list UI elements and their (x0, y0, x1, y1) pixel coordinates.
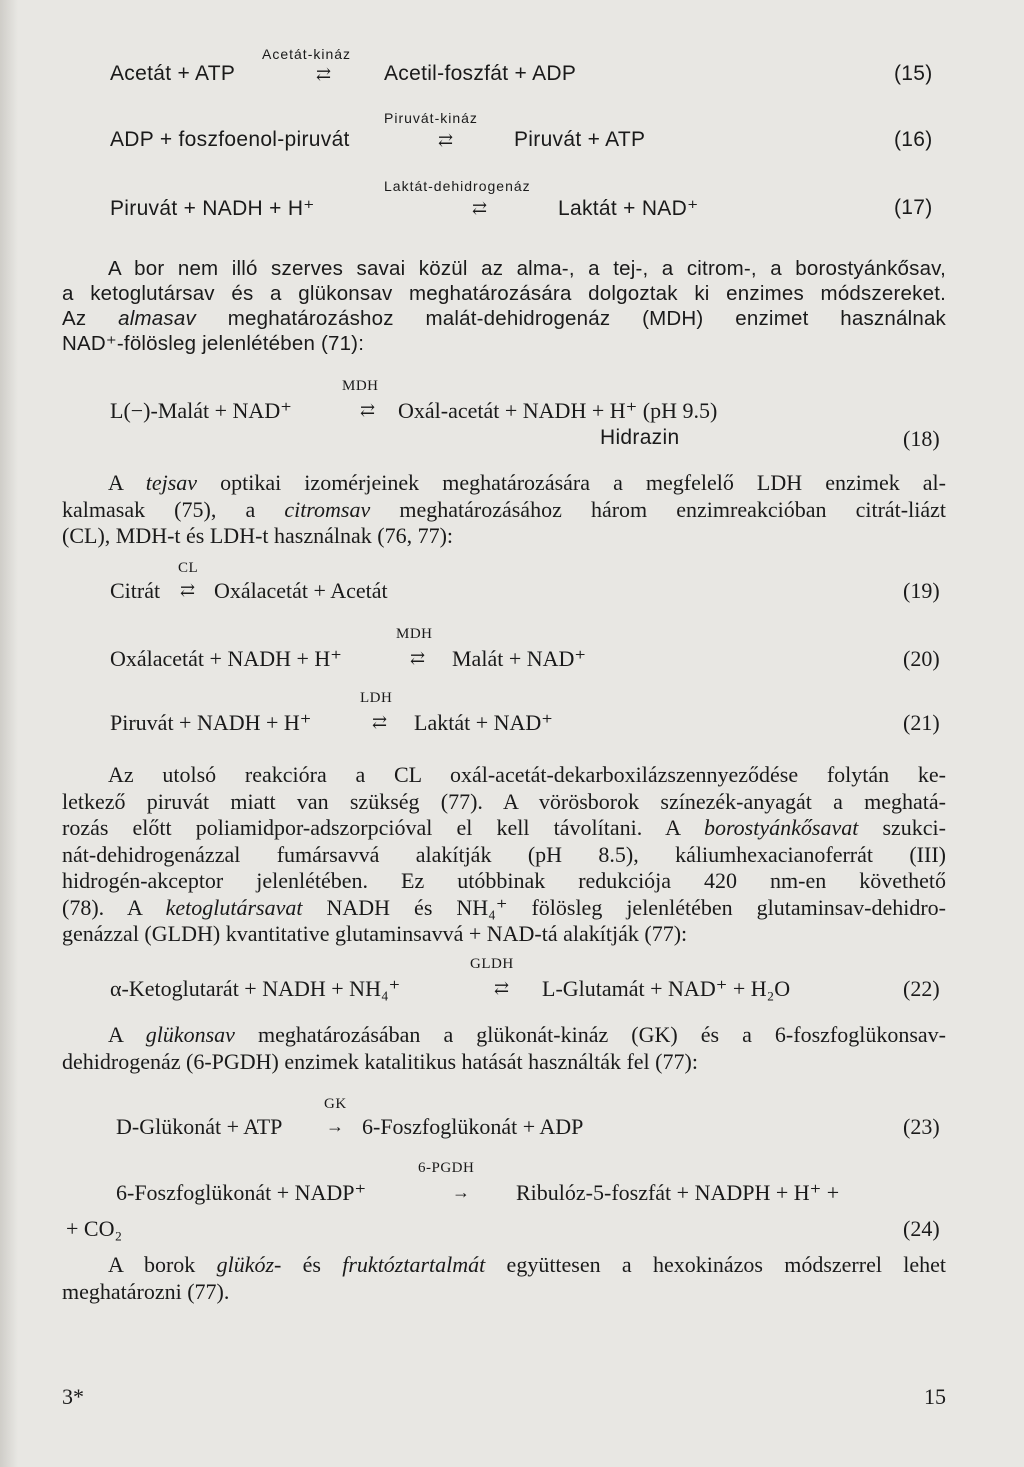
paragraph-organic-acids (62, 256, 946, 356)
equilibrium-arrow-icon: ⇄ (372, 712, 388, 732)
eq22-number: (22) (903, 976, 940, 1001)
eq19-right: Oxálacetát + Acetát (214, 578, 388, 603)
eq18-number: (18) (903, 426, 940, 451)
emphasis-term: tejsav (145, 470, 198, 495)
enzyme-label-16: Piruvát-kináz (384, 110, 478, 126)
eq16-number: (16) (894, 128, 933, 151)
text-line: hidrogén-akceptor jelenlétében. Ez utóbbinak redukciója 420 nm-en követhető (62, 868, 946, 893)
reaction-arrow-icon: → (326, 1116, 344, 1136)
eq24-left: 6-Foszfoglükonát + NADP⁺ (116, 1180, 367, 1205)
text-line: A bor nem illó szerves savai közül az alma-, a tej-, a citrom-, a borostyánkősav, (108, 257, 946, 280)
enzyme-label-22: GLDH (470, 956, 514, 972)
text-line: nát-dehidrogenázzal fumársavvá alakítják (pH 8.5), káliumhexacianoferrát (III) (62, 841, 946, 867)
emphasis-term: almasav (118, 307, 196, 330)
eq24-number: (24) (903, 1216, 940, 1241)
eq16-left: ADP + foszfoenol-piruvát (110, 128, 350, 151)
eq21-left: Piruvát + NADH + H⁺ (110, 710, 312, 735)
eq22-left: α-Ketoglutarát + NADH + NH₄⁺ (110, 976, 401, 1001)
text-line: a ketoglutársav és a glükonsav meghatározására dolgoztak ki enzimes módszereket. (62, 282, 946, 305)
text-line: A glükonsav meghatározásában a glükonát-kináz (GK) és a 6-foszfoglükonsav- (108, 1022, 946, 1047)
equilibrium-arrow-icon: ⇄ (494, 978, 510, 998)
eq18-condition: Hidrazin (600, 426, 680, 449)
enzyme-label-20: MDH (396, 626, 433, 642)
eq20-number: (20) (903, 646, 940, 671)
equilibrium-arrow-icon: ⇄ (316, 64, 332, 84)
emphasis-term: citromsav (284, 496, 371, 522)
equilibrium-arrow-icon: ⇄ (360, 400, 376, 420)
enzyme-label-19: CL (178, 560, 199, 576)
enzyme-label-17: Laktát-dehidrogenáz (384, 178, 531, 194)
eq18-left: L(−)-Malát + NAD⁺ (110, 398, 292, 423)
enzyme-label-15: Acetát-kináz (262, 46, 352, 62)
eq16-right: Piruvát + ATP (514, 128, 646, 151)
text-line: (CL), MDH-t és LDH-t használnak (76, 77): (62, 523, 454, 548)
eq20-left: Oxálacetát + NADH + H⁺ (110, 646, 342, 671)
text-line: letkező piruvát miatt van szükség (77). A vörösborok színezék-anyagát a meghatá- (62, 788, 946, 814)
eq23-number: (23) (903, 1114, 940, 1139)
equilibrium-arrow-icon: ⇄ (410, 648, 426, 668)
eq21-number: (21) (903, 710, 940, 735)
eq22-right: L-Glutamát + NAD⁺ + H₂O (542, 976, 791, 1001)
eq19-left: Citrát (110, 578, 161, 603)
enzyme-label-23: GK (324, 1096, 347, 1112)
text-line: rozás előtt poliamidpor-adszorpcióval el kell távolítani. A borostyánkősavat szukci- (62, 815, 946, 840)
reaction-arrow-icon: → (452, 1182, 470, 1202)
text-line: (78). A ketoglutársavat NADH és NH₄⁺ fölösleg jelenlétében glutaminsav-dehidro- (62, 894, 946, 920)
eq23-right: 6-Foszfoglükonát + ADP (362, 1114, 584, 1139)
page-number: 15 (924, 1384, 946, 1409)
eq15-right: Acetil-foszfát + ADP (384, 62, 577, 85)
text-line: Az utolsó reakcióra a CL oxál-acetát-dekarboxilázszennyeződése folytán ke- (108, 762, 946, 787)
enzyme-label-18: MDH (342, 378, 379, 394)
enzyme-label-24: 6-PGDH (418, 1160, 475, 1176)
paragraph-gluconic (62, 1022, 946, 1075)
emphasis-term: glükonsav (145, 1022, 235, 1047)
equilibrium-arrow-icon: ⇄ (180, 580, 196, 600)
paragraph-succinic-ketoglutaric (62, 762, 946, 948)
eq23-left: D-Glükonát + ATP (116, 1114, 283, 1139)
equilibrium-arrow-icon: ⇄ (472, 198, 488, 218)
eq17-right: Laktát + NAD⁺ (558, 197, 699, 220)
text-line: Az almasav meghatározáshoz malát-dehidrogenáz (MDH) enzimet használnak (62, 307, 946, 330)
paragraph-lactic-citric (62, 470, 946, 550)
eq19-number: (19) (903, 578, 940, 603)
emphasis-term: glükóz- (216, 1252, 282, 1277)
eq18-right: Oxál-acetát + NADH + H⁺ (pH 9.5) (398, 398, 718, 423)
text-line: A tejsav optikai izomérjeinek meghatározására a megfelelő LDH enzimek al- (108, 470, 946, 495)
text-line: NAD⁺-fölösleg jelenlétében (71): (62, 332, 365, 355)
text-line: meghatározni (77). (62, 1278, 230, 1304)
eq15-left: Acetát + ATP (110, 62, 236, 85)
text-line: dehidrogenáz (6-PGDH) enzimek katalitikus hatását használták fel (77): (62, 1048, 698, 1074)
text-line: genázzal (GLDH) kvantitative glutaminsavvá + NAD-tá alakítják (77): (62, 921, 688, 946)
binding-shadow (0, 0, 18, 1467)
emphasis-term: ketoglutársavat (165, 894, 303, 920)
eq17-left: Piruvát + NADH + H⁺ (110, 197, 315, 220)
eq17-number: (17) (894, 196, 933, 219)
sheet-signature: 3* (62, 1384, 84, 1409)
equilibrium-arrow-icon: ⇄ (438, 130, 454, 150)
emphasis-term: borostyánkősavat (703, 815, 859, 840)
paragraph-sugars (62, 1252, 946, 1305)
eq20-right: Malát + NAD⁺ (452, 646, 586, 671)
enzyme-label-21: LDH (360, 690, 393, 706)
text-line: A borok glükóz- és fruktóztartalmát együttesen a hexokinázos módszerrel lehet (108, 1252, 946, 1277)
eq15-number: (15) (894, 62, 933, 85)
eq24-right: Ribulóz-5-foszfát + NADPH + H⁺ + (516, 1180, 840, 1205)
text-line: kalmasak (75), a citromsav meghatározásához három enzimreakcióban citrát-liázt (62, 496, 946, 522)
emphasis-term: fruktóztartalmát (342, 1252, 486, 1277)
eq24-continuation: + CO₂ (66, 1216, 123, 1241)
eq21-right: Laktát + NAD⁺ (414, 710, 553, 735)
